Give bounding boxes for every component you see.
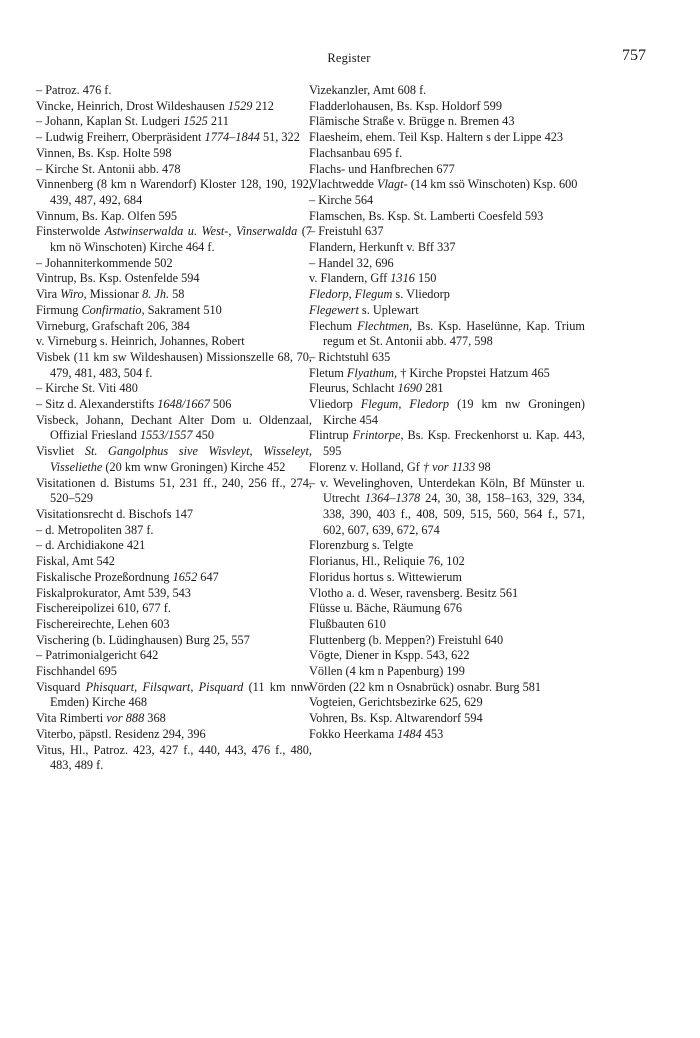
index-entry: Visquard Phisquart, Filsqwart, Pisquard (11 km nnw Emden) Kirche 468 — [36, 679, 312, 710]
index-entry: Firmung Confirmatio, Sakrament 510 — [36, 302, 222, 317]
index-entry: Vliedorp Flegum, Fledorp (19 km nw Groningen) Kirche 454 — [309, 397, 585, 427]
index-entry: Flußbauten 610 — [309, 616, 386, 631]
index-entry: Vögte, Diener in Kspp. 543, 622 — [309, 648, 470, 663]
index-entry: Visitationen d. Bistums 51, 231 ff., 240, 256 ff., 274, 520–529 — [36, 475, 312, 506]
index-entry: Virneburg, Grafschaft 206, 384 — [36, 318, 190, 333]
index-column-left — [36, 83, 312, 774]
index-entry: Fischereirechte, Lehen 603 — [36, 616, 170, 631]
index-entry: Vita Rimberti vor 888 368 — [36, 711, 166, 726]
index-entry: Flamschen, Bs. Ksp. St. Lamberti Coesfeld 593 — [309, 208, 544, 223]
index-entry: Vinnen, Bs. Ksp. Holte 598 — [36, 145, 172, 160]
index-entry: Fluttenberg (b. Meppen?) Freistuhl 640 — [309, 632, 504, 647]
index-entry: – Patroz. 476 f. — [36, 83, 112, 97]
index-entry: Fischhandel 695 — [36, 664, 117, 679]
running-head: Register — [327, 51, 371, 65]
index-entry: Vörden (22 km n Osnabrück) osnabr. Burg 581 — [309, 679, 542, 694]
index-entry: Vinnenberg (8 km n Warendorf) Kloster 128, 190, 192, 439, 487, 492, 684 — [36, 177, 312, 207]
index-column-right — [309, 83, 585, 743]
index-entry: – Kirche St. Antonii abb. 478 — [36, 161, 181, 176]
index-entry: Flandern, Herkunft v. Bff 337 — [309, 240, 456, 255]
index-entry: – Kirche St. Viti 480 — [36, 381, 138, 396]
index-entry: – Freistuhl 637 — [309, 224, 384, 239]
index-entry: Florianus, Hl., Reliquie 76, 102 — [309, 554, 465, 569]
index-entry: Vischering (b. Lüdinghausen) Burg 25, 557 — [36, 632, 250, 647]
index-entry: – Sitz d. Alexanderstifts 1648/1667 506 — [36, 397, 232, 412]
index-entry: Fokko Heerkama 1484 453 — [309, 726, 444, 741]
index-entry: Fletum Flyathum, † Kirche Propstei Hatzum 465 — [309, 365, 550, 380]
index-entry: Vintrup, Bs. Ksp. Ostenfelde 594 — [36, 271, 200, 286]
page-header — [36, 48, 662, 72]
index-entry: Fischereipolizei 610, 677 f. — [36, 601, 171, 616]
index-entry: Flegewert s. Uplewart — [309, 302, 419, 317]
index-entry: Fledorp, Flegum s. Vliedorp — [309, 287, 450, 302]
index-entry: Visitationsrecht d. Bischofs 147 — [36, 506, 194, 521]
index-entry: Flüsse u. Bäche, Räumung 676 — [309, 601, 463, 616]
index-entry: Viterbo, päpstl. Residenz 294, 396 — [36, 726, 206, 741]
index-entry: – Ludwig Freiherr, Oberpräsident 1774–1844 51, 322 — [36, 130, 300, 145]
index-entry: Fleurus, Schlacht 1690 281 — [309, 381, 444, 396]
index-entry: – v. Wevelinghoven, Unterdekan Köln, Bf Münster u. Utrecht 1364–1378 24, 30, 38, 158–163, 329, 334, 338, 390, 403 f., 408, 509, 515, 560, 564 f., 571, 602, 607, 639, 672, 674 — [309, 475, 585, 537]
index-entry: Vira Wiro, Missionar 8. Jh. 58 — [36, 287, 185, 302]
page-number: 757 — [622, 47, 646, 64]
index-entry: Visvliet St. Gangolphus sive Wisvleyt, Wisseleyt, Visseliethe (20 km wnw Groningen) Kirche 452 — [36, 444, 312, 474]
index-entry: Visbeck, Johann, Dechant Alter Dom u. Oldenzaal, Offizial Friesland 1553/1557 450 — [36, 412, 312, 443]
index-entry: – Patrimonialgericht 642 — [36, 648, 159, 663]
index-entry: Finsterwolde Astwinserwalda u. West-, Vinserwalda (7 km nö Winschoten) Kirche 464 f. — [36, 224, 312, 255]
index-entry: Fiskal, Amt 542 — [36, 554, 115, 569]
index-entry: Flachsanbau 695 f. — [309, 145, 403, 160]
index-entry: – Richtstuhl 635 — [309, 349, 391, 364]
index-entry: Flechum Flechtmen, Bs. Ksp. Haselünne, Kap. Trium regum et St. Antonii abb. 477, 598 — [309, 318, 585, 349]
index-entry: Vinnum, Bs. Kap. Olfen 595 — [36, 208, 178, 223]
index-entry: – d. Metropoliten 387 f. — [36, 522, 154, 537]
index-entry: – Kirche 564 — [309, 192, 374, 207]
index-entry: – Johanniterkommende 502 — [36, 255, 173, 270]
index-entry: Flachs- und Hanfbrechen 677 — [309, 161, 455, 176]
index-entry: Florenz v. Holland, Gf † vor 1133 98 — [309, 459, 491, 474]
index-entry: Vincke, Heinrich, Drost Wildeshausen 1529 212 — [36, 98, 274, 113]
index-entry: Vlachtwedde Vlagt- (14 km ssö Winschoten) Ksp. 600 — [309, 177, 578, 192]
index-entry: – d. Archidiakone 421 — [36, 538, 146, 553]
index-entry: v. Virneburg s. Heinrich, Johannes, Robert — [36, 334, 245, 349]
index-entry: Vitus, Hl., Patroz. 423, 427 f., 440, 443, 476 f., 480, 483, 489 f. — [36, 742, 312, 773]
index-entry: Völlen (4 km n Papenburg) 199 — [309, 664, 465, 679]
index-entry: Fiskalprokurator, Amt 539, 543 — [36, 585, 191, 600]
index-entry: – Johann, Kaplan St. Ludgeri 1525 211 — [36, 114, 229, 129]
index-entry: Flintrup Frintorpe, Bs. Ksp. Freckenhorst u. Kap. 443, 595 — [309, 428, 586, 459]
index-entry: Visbek (11 km sw Wildeshausen) Missionszelle 68, 70, 479, 481, 483, 504 f. — [36, 349, 312, 380]
index-entry: Florenzburg s. Telgte — [309, 538, 414, 553]
index-entry: Vogteien, Gerichtsbezirke 625, 629 — [309, 695, 483, 710]
index-entry: Floridus hortus s. Wittewierum — [309, 569, 462, 584]
index-entry: Fiskalische Prozeßordnung 1652 647 — [36, 569, 219, 584]
index-entry: – Handel 32, 696 — [309, 255, 394, 270]
index-entry: Flaesheim, ehem. Teil Ksp. Haltern s der Lippe 423 — [309, 130, 564, 145]
index-entry: Vizekanzler, Amt 608 f. — [309, 83, 427, 97]
index-entry: Vohren, Bs. Ksp. Altwarendorf 594 — [309, 711, 483, 726]
index-entry: Vlotho a. d. Weser, ravensberg. Besitz 561 — [309, 585, 519, 600]
index-entry: Fladderlohausen, Bs. Ksp. Holdorf 599 — [309, 98, 502, 113]
index-entry: Flämische Straße v. Brügge n. Bremen 43 — [309, 114, 515, 129]
index-entry: v. Flandern, Gff 1316 150 — [309, 271, 437, 286]
